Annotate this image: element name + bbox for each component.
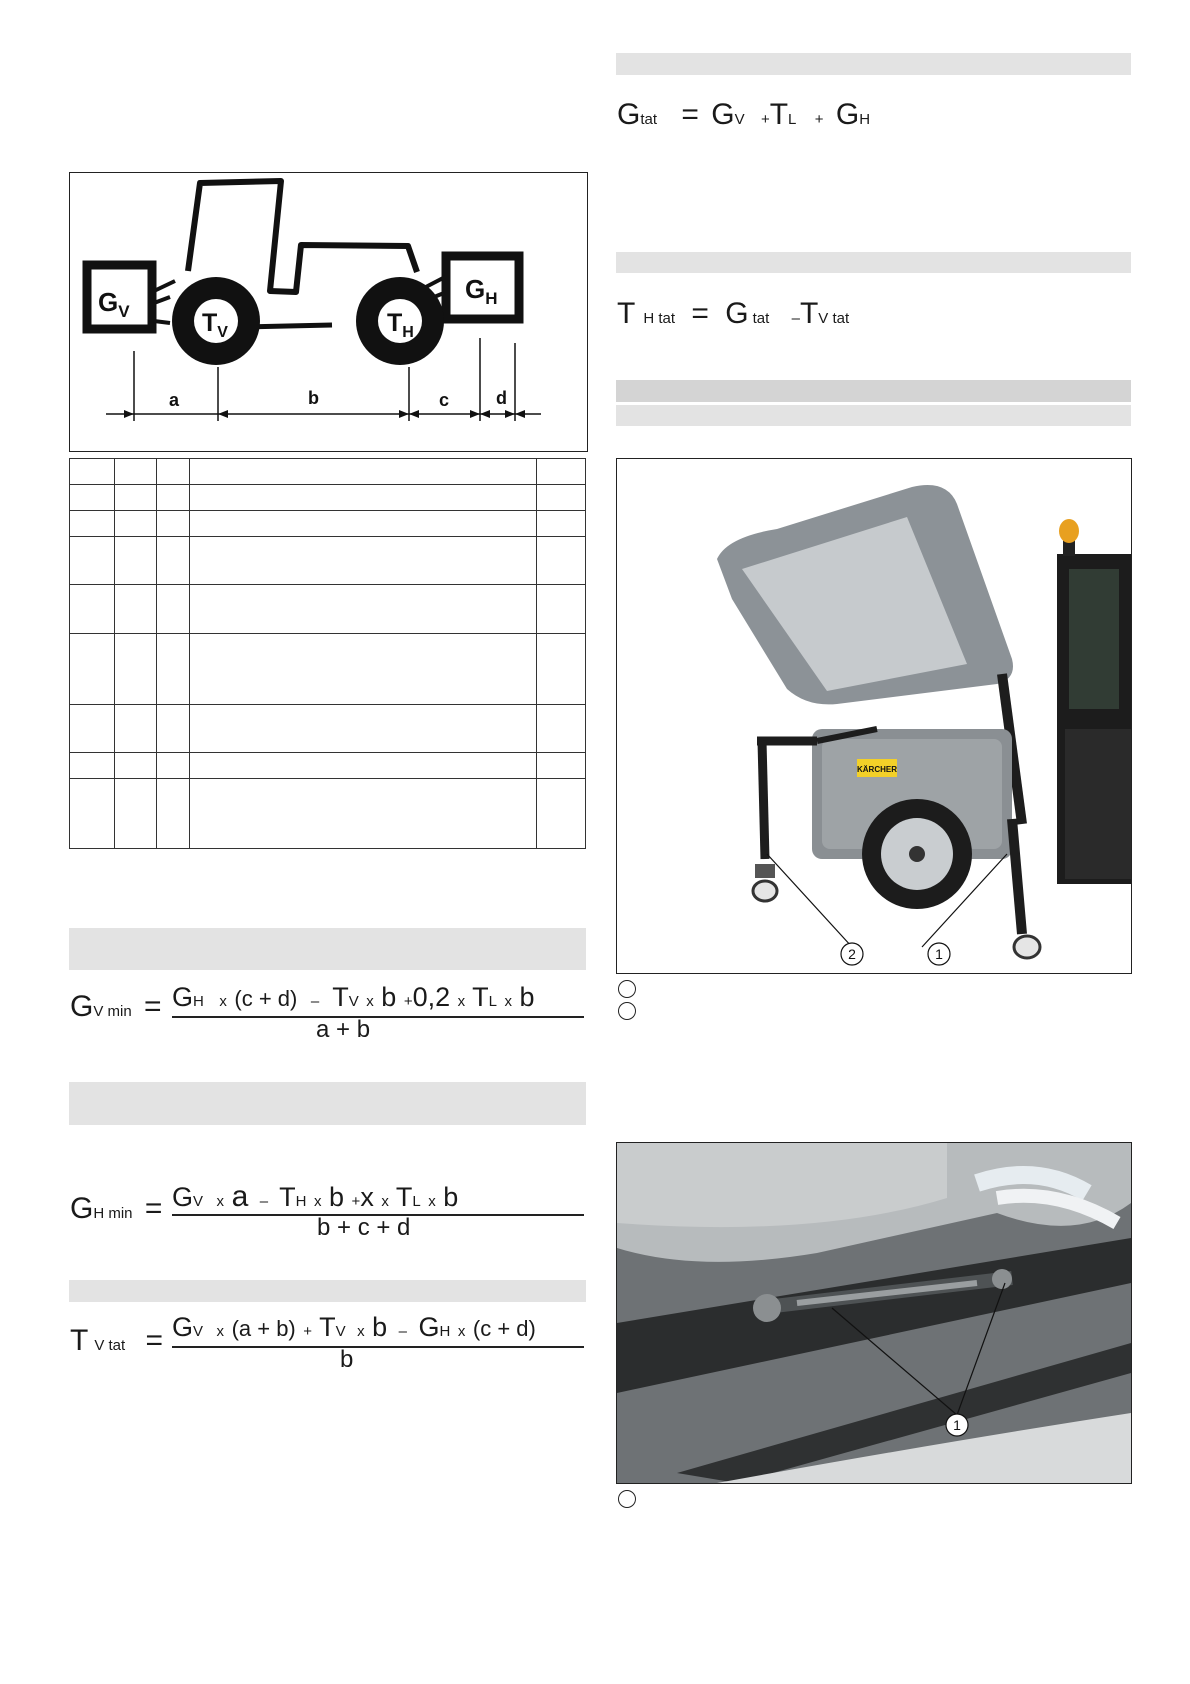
formula-gh-min-denominator: b + c + d [317,1214,411,1241]
formula-tv-tat-lhs: T V tat = [70,1324,164,1357]
table-row [70,634,586,705]
section-heading-band [69,1280,586,1302]
legend-marker-1 [618,1490,636,1508]
table-row [70,585,586,634]
axle-load-drawing [70,173,587,451]
table-row [70,705,586,753]
table-row [70,459,586,485]
section-heading-band [69,1082,586,1125]
dim-c-label: c [439,390,450,410]
formula-gv-min-denominator: a + b [316,1016,371,1043]
fraction-bar [172,1016,584,1018]
callout-1: 1 [953,1417,961,1433]
axle-load-diagram [69,172,588,452]
formula-gh-min-lhs: GH min = [70,1192,163,1225]
brand-plate-text: KÄRCHER [857,765,897,774]
section-subheading-band [616,405,1131,426]
formula-tv-tat-numerator: GV x (a + b) + TV x b – GH x (c + d) [172,1312,536,1342]
dim-d-label: d [496,388,507,408]
gh-label: $G_H$ [465,274,498,308]
formula-g-tat: Gtat = GV +TL + GH [617,98,871,131]
fraction-bar [172,1346,584,1348]
table-row [70,753,586,779]
legend-marker-2 [618,1002,636,1020]
tv-label: $T_V$ [202,309,228,341]
formula-tv-tat-denominator: b [340,1346,354,1373]
formula-gh-min-numerator: GV x a – TH x b +x x TL x b [172,1180,459,1213]
gas-strut-illustration [617,1143,1131,1483]
spec-table [69,458,586,849]
callout-2: 2 [848,946,856,962]
section-heading-band [69,928,586,970]
table-row [70,511,586,537]
gv-label: $G_V$ [98,287,130,321]
photo-gas-struts [616,1142,1132,1484]
table-row [70,779,586,849]
th-label: $T_H$ [387,309,414,341]
section-heading-band [616,252,1131,273]
formula-gv-min-numerator: GH x (c + d) – TV x b +0,2 x TL x b [172,982,535,1012]
support-legs-illustration [617,459,1131,973]
table-row [70,537,586,585]
formula-th-tat: T H tat = G tat –TV tat [617,297,850,330]
formula-gv-min-lhs: GV min = [70,990,162,1023]
section-heading-band [616,53,1131,75]
dim-b-label: b [308,388,319,408]
dim-a-label: a [169,390,180,410]
callout-1: 1 [935,946,943,962]
photo-support-legs [616,458,1132,974]
section-heading-band [616,380,1131,402]
legend-marker-1 [618,980,636,998]
table-row [70,485,586,511]
